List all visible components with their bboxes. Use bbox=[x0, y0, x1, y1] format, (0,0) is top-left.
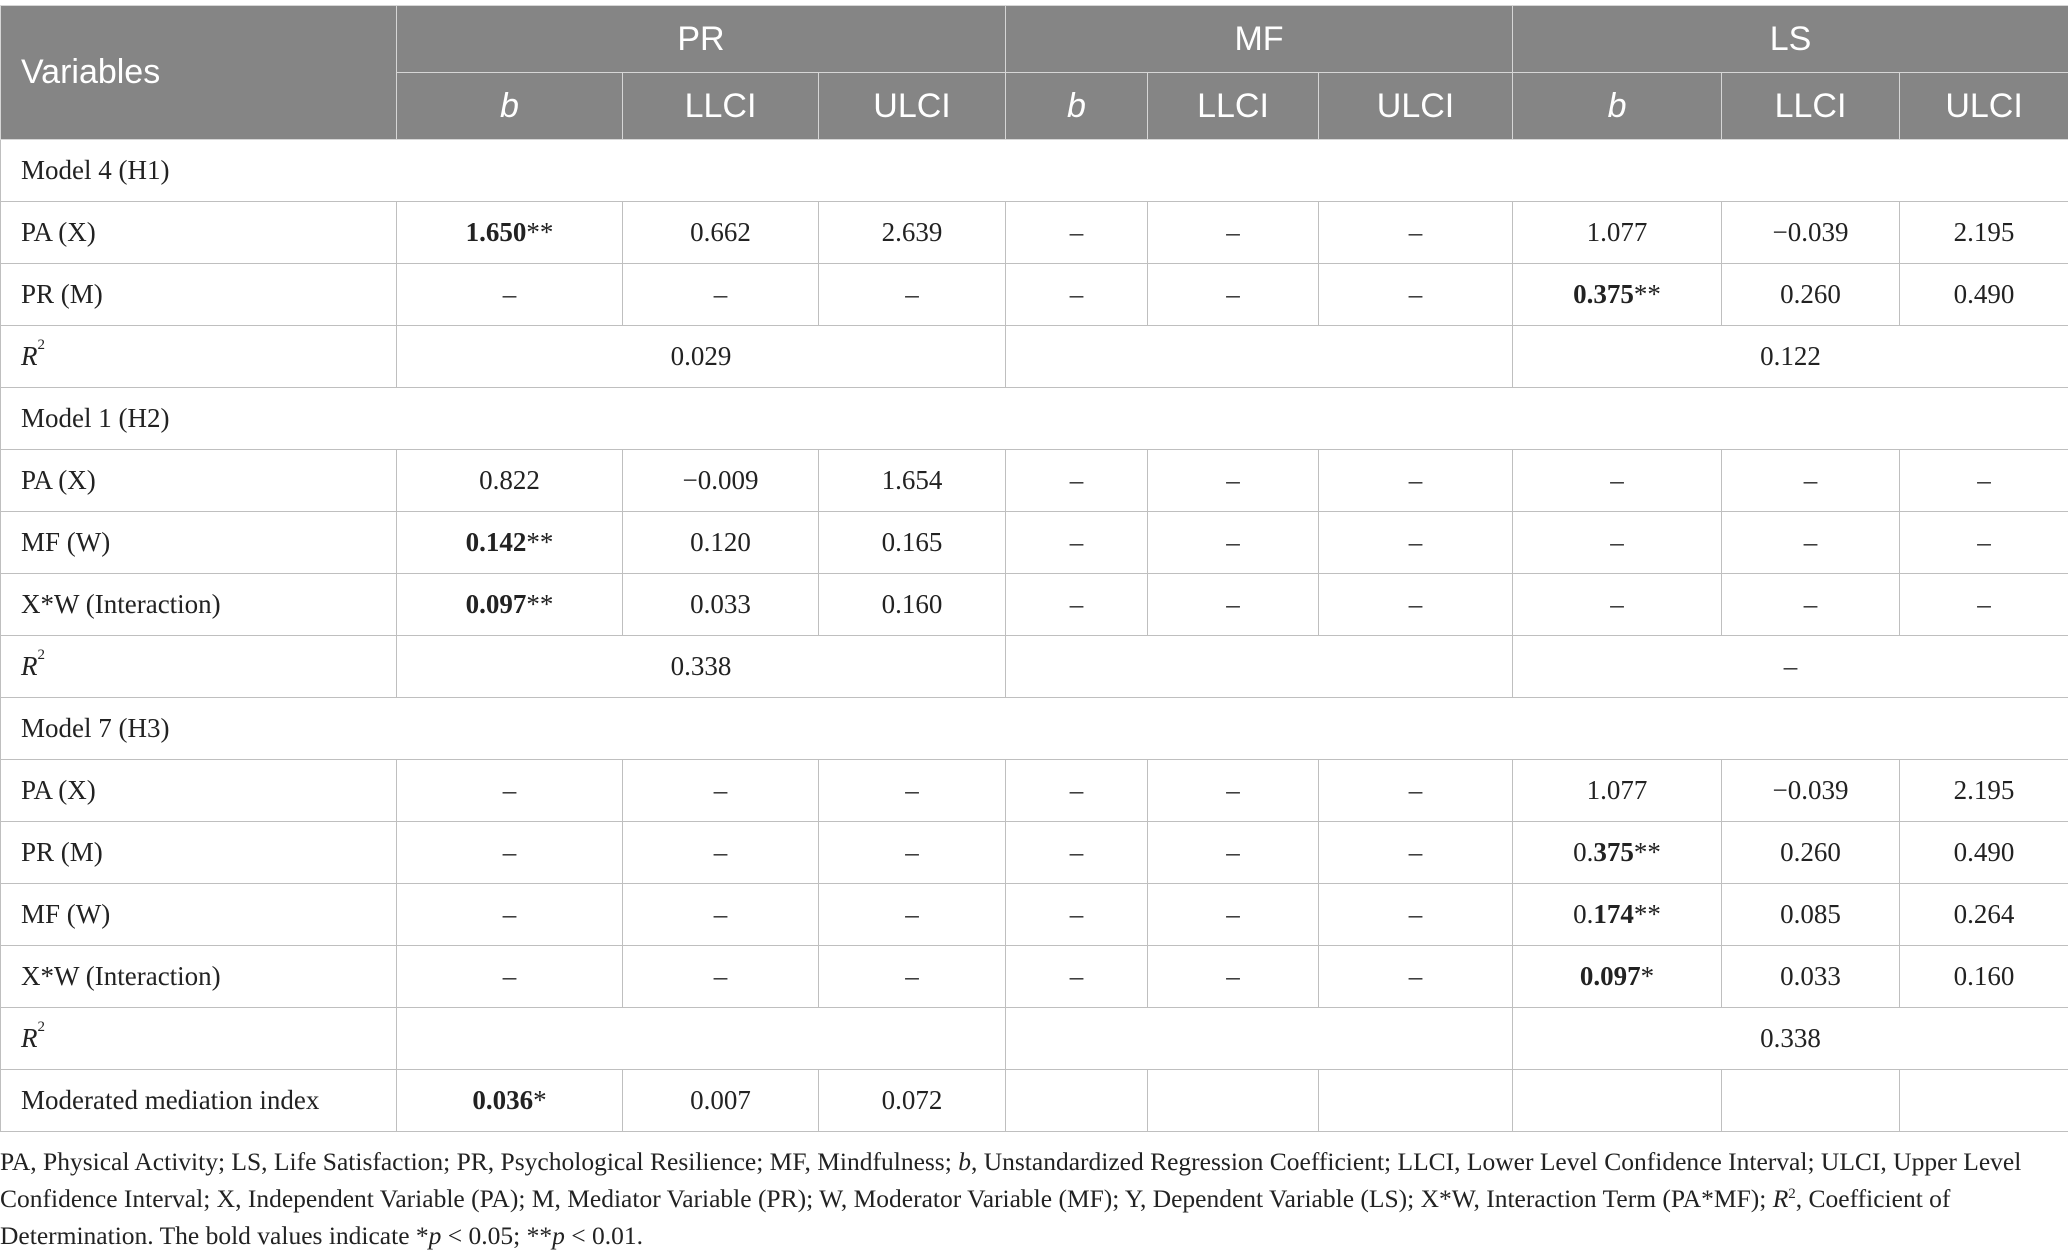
cell bbox=[1006, 1008, 1513, 1070]
row-label: Moderated mediation index bbox=[1, 1070, 397, 1132]
section-row bbox=[1, 140, 2068, 202]
row-label: PR (M) bbox=[1, 822, 397, 884]
cell: – bbox=[623, 264, 819, 326]
cell: – bbox=[1319, 264, 1513, 326]
cell: – bbox=[1319, 884, 1513, 946]
cell bbox=[397, 1008, 1006, 1070]
section-row bbox=[1, 698, 2068, 760]
cell: 0.260 bbox=[1722, 822, 1900, 884]
cell: – bbox=[1722, 512, 1900, 574]
cell: – bbox=[1513, 512, 1722, 574]
row-label: PA (X) bbox=[1, 450, 397, 512]
cell: −0.009 bbox=[623, 450, 819, 512]
cell: 0.097* bbox=[1513, 946, 1722, 1008]
cell: 0.072 bbox=[819, 1070, 1006, 1132]
model7-title: Model 7 (H3) bbox=[1, 698, 2068, 760]
row-label: $R^2$ bbox=[1, 326, 397, 388]
cell: 0.490 bbox=[1900, 264, 2068, 326]
cell: – bbox=[1006, 512, 1148, 574]
cell: – bbox=[1148, 760, 1319, 822]
model4-title: Model 4 (H1) bbox=[1, 140, 2068, 202]
row-label: $R^2$ bbox=[1, 636, 397, 698]
ls-header: LS bbox=[1513, 6, 2068, 73]
cell: – bbox=[1513, 574, 1722, 636]
cell: – bbox=[1722, 450, 1900, 512]
cell: – bbox=[1900, 450, 2068, 512]
row-label: X*W (Interaction) bbox=[1, 946, 397, 1008]
cell: 0.338 bbox=[397, 636, 1006, 698]
cell: 0.142** bbox=[397, 512, 623, 574]
cell: – bbox=[397, 822, 623, 884]
table-row bbox=[1, 450, 2068, 512]
cell bbox=[1006, 636, 1513, 698]
r2-row bbox=[1, 1008, 2068, 1070]
table-row bbox=[1, 946, 2068, 1008]
cell: – bbox=[1319, 202, 1513, 264]
cell: 0.097** bbox=[397, 574, 623, 636]
table-row bbox=[1, 574, 2068, 636]
cell: – bbox=[397, 264, 623, 326]
ls-ulci-header: ULCI bbox=[1900, 73, 2068, 140]
cell: 0.662 bbox=[623, 202, 819, 264]
cell: – bbox=[623, 946, 819, 1008]
cell: 0.375** bbox=[1513, 822, 1722, 884]
table-row bbox=[1, 202, 2068, 264]
cell: – bbox=[1513, 636, 2068, 698]
mf-llci-header: LLCI bbox=[1148, 73, 1319, 140]
cell: – bbox=[1006, 450, 1148, 512]
table-row bbox=[1, 822, 2068, 884]
cell: – bbox=[819, 760, 1006, 822]
cell: – bbox=[623, 822, 819, 884]
cell: – bbox=[1006, 760, 1148, 822]
cell: – bbox=[1319, 760, 1513, 822]
row-label: MF (W) bbox=[1, 884, 397, 946]
table-row bbox=[1, 884, 2068, 946]
mf-header: MF bbox=[1006, 6, 1513, 73]
cell: – bbox=[819, 264, 1006, 326]
cell: – bbox=[1900, 574, 2068, 636]
cell bbox=[1513, 1070, 1722, 1132]
r2-row bbox=[1, 636, 2068, 698]
cell: – bbox=[1148, 946, 1319, 1008]
mf-b-header: b bbox=[1006, 73, 1148, 140]
cell: – bbox=[1006, 822, 1148, 884]
cell: – bbox=[1319, 574, 1513, 636]
cell: 0.822 bbox=[397, 450, 623, 512]
cell bbox=[1148, 1070, 1319, 1132]
r2-row bbox=[1, 326, 2068, 388]
cell bbox=[1006, 326, 1513, 388]
cell: 1.654 bbox=[819, 450, 1006, 512]
cell: −0.039 bbox=[1722, 760, 1900, 822]
cell: 1.077 bbox=[1513, 760, 1722, 822]
cell: – bbox=[623, 760, 819, 822]
cell: – bbox=[397, 884, 623, 946]
cell: – bbox=[1900, 512, 2068, 574]
cell: – bbox=[1006, 884, 1148, 946]
cell: 0.160 bbox=[1900, 946, 2068, 1008]
cell: 0.036* bbox=[397, 1070, 623, 1132]
cell: – bbox=[1148, 264, 1319, 326]
cell: 0.375** bbox=[1513, 264, 1722, 326]
results-table bbox=[0, 5, 2068, 1132]
cell: 0.029 bbox=[397, 326, 1006, 388]
cell: 0.007 bbox=[623, 1070, 819, 1132]
row-label: MF (W) bbox=[1, 512, 397, 574]
cell: 1.077 bbox=[1513, 202, 1722, 264]
cell: – bbox=[1319, 822, 1513, 884]
row-label: X*W (Interaction) bbox=[1, 574, 397, 636]
pr-b-header: b bbox=[397, 73, 623, 140]
table-row bbox=[1, 264, 2068, 326]
cell: 0.033 bbox=[623, 574, 819, 636]
ls-b-header: b bbox=[1513, 73, 1722, 140]
cell: 2.639 bbox=[819, 202, 1006, 264]
cell: – bbox=[819, 884, 1006, 946]
cell: – bbox=[1722, 574, 1900, 636]
cell: – bbox=[1319, 450, 1513, 512]
row-label: PA (X) bbox=[1, 760, 397, 822]
row-label: $R^2$ bbox=[1, 1008, 397, 1070]
cell: – bbox=[1513, 450, 1722, 512]
cell bbox=[1319, 1070, 1513, 1132]
row-label: PA (X) bbox=[1, 202, 397, 264]
cell: – bbox=[1006, 264, 1148, 326]
cell: – bbox=[1148, 822, 1319, 884]
cell: 0.260 bbox=[1722, 264, 1900, 326]
header-group-row bbox=[1, 6, 2068, 73]
cell: 0.160 bbox=[819, 574, 1006, 636]
cell: – bbox=[623, 884, 819, 946]
cell: 0.490 bbox=[1900, 822, 2068, 884]
index-row bbox=[1, 1070, 2068, 1132]
cell: −0.039 bbox=[1722, 202, 1900, 264]
table-row bbox=[1, 512, 2068, 574]
cell: 0.120 bbox=[623, 512, 819, 574]
cell: – bbox=[1148, 202, 1319, 264]
cell: – bbox=[1148, 450, 1319, 512]
cell: – bbox=[1006, 574, 1148, 636]
pr-llci-header: LLCI bbox=[623, 73, 819, 140]
cell: 2.195 bbox=[1900, 202, 2068, 264]
pr-header: PR bbox=[397, 6, 1006, 73]
cell: 0.264 bbox=[1900, 884, 2068, 946]
cell bbox=[1006, 1070, 1148, 1132]
cell: – bbox=[1006, 946, 1148, 1008]
cell: – bbox=[1148, 574, 1319, 636]
cell: – bbox=[1148, 512, 1319, 574]
cell bbox=[1900, 1070, 2068, 1132]
cell: 0.122 bbox=[1513, 326, 2068, 388]
table-footnote: PA, Physical Activity; LS, Life Satisfaction; PR, Psychological Resilience; MF, Mindfulness; b, Unstandardized Regression Coefficient; LLCI, Lower Level Confidence Interval; ULCI, Upper Level Confidence Interval; X, Independent Variable (PA); M, Mediator Variable (PR); W, Moderator Variable (MF); Y, Dependent Variable (LS); X*W, Interaction Term (PA*MF); $R^2$, Coefficient of Determination. The bold values indicate *p < 0.05; **p < 0.01. bbox=[0, 1147, 2022, 1250]
model1-title: Model 1 (H2) bbox=[1, 388, 2068, 450]
cell: – bbox=[1148, 884, 1319, 946]
cell: – bbox=[397, 946, 623, 1008]
cell bbox=[1722, 1070, 1900, 1132]
cell: – bbox=[1319, 512, 1513, 574]
cell: – bbox=[819, 822, 1006, 884]
cell: 0.338 bbox=[1513, 1008, 2068, 1070]
cell: 0.085 bbox=[1722, 884, 1900, 946]
cell: 0.033 bbox=[1722, 946, 1900, 1008]
cell: 2.195 bbox=[1900, 760, 2068, 822]
cell: – bbox=[397, 760, 623, 822]
cell: 1.650** bbox=[397, 202, 623, 264]
cell: 0.165 bbox=[819, 512, 1006, 574]
section-row bbox=[1, 388, 2068, 450]
variables-header: Variables bbox=[1, 6, 397, 140]
row-label: PR (M) bbox=[1, 264, 397, 326]
cell: – bbox=[819, 946, 1006, 1008]
mf-ulci-header: ULCI bbox=[1319, 73, 1513, 140]
ls-llci-header: LLCI bbox=[1722, 73, 1900, 140]
cell: – bbox=[1319, 946, 1513, 1008]
pr-ulci-header: ULCI bbox=[819, 73, 1006, 140]
cell: 0.174** bbox=[1513, 884, 1722, 946]
table-row bbox=[1, 760, 2068, 822]
cell: – bbox=[1006, 202, 1148, 264]
